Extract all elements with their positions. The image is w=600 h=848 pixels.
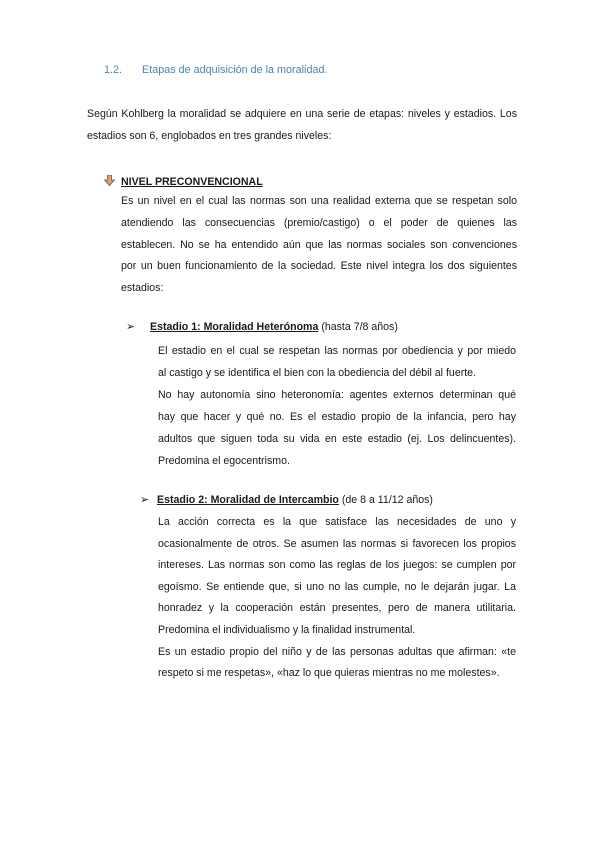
- stage1-description: [158, 340, 516, 472]
- stage2-bullet-icon: ➢: [140, 494, 150, 506]
- level-line: por un buen funcionamiento de la sociedad. Este nivel integra los dos siguientes: [121, 260, 517, 273]
- stage2-line: Es un estadio propio del niño y de las personas adultas que afirman: «te: [158, 645, 516, 658]
- stage1-line: hay que hacer y qué no. Es el estadio propio de la infancia, pero hay: [158, 411, 516, 423]
- intro-paragraph: [87, 103, 517, 147]
- stage2-line: intereses. Las normas son como las reglas de los juegos: se cumplen por: [158, 559, 516, 572]
- down-arrow-icon: [104, 175, 115, 186]
- stage1-name: Estadio 1: Moralidad Heterónoma: [150, 321, 319, 333]
- stage2-description: [158, 512, 516, 685]
- stage1-line: El estadio en el cual se respetan las normas por obediencia y por miedo: [158, 345, 516, 357]
- level-line: estadios:: [121, 282, 164, 295]
- stage2-name: Estadio 2: Moralidad de Intercambio: [157, 494, 339, 506]
- stage2-line: La acción correcta es la que satisface las necesidades de uno y: [158, 516, 516, 528]
- stage1-line: No hay autonomía sino heteronomía: agentes externos determinan qué: [158, 389, 516, 401]
- stage2-title: [140, 493, 433, 506]
- stage2-line: ocasionalmente de otros. Se asumen las normas si favorecen los propios: [158, 537, 516, 550]
- stage2-line: Predomina el individualismo y la finalidad instrumental.: [158, 623, 416, 636]
- intro-line: estadios son 6, englobados en tres grandes niveles:: [87, 130, 332, 142]
- section-number: 1.2.: [104, 64, 123, 76]
- stage2-line: honradez y la cooperación están presentes, pero de manera utilitaria.: [158, 602, 516, 615]
- level-line: atendiendo las consecuencias (premio/castigo) o el poder de quienes las: [121, 216, 517, 229]
- stage1-range: (hasta 7/8 años): [321, 321, 398, 333]
- level-line: establecen. No se ha entendido aún que las normas sociales son convenciones: [121, 238, 517, 251]
- stage1-line: adultos que siguen toda su vida en este estadio (ej. Los delincuentes).: [158, 433, 516, 445]
- section-title: Etapas de adquisición de la moralidad.: [142, 64, 328, 76]
- level-description: [121, 191, 517, 300]
- stage1-line: al castigo y se identifica el bien con la obediencia del débil al fuerte.: [158, 367, 477, 379]
- level-title: [104, 175, 263, 188]
- stage1-line: Predomina el egocentrismo.: [158, 455, 290, 467]
- stage1-bullet-icon: ➢: [126, 321, 136, 333]
- stage2-line: egoísmo. Se entiende que, si uno no las cumple, no le dejarán jugar. La: [158, 580, 516, 593]
- level-title-text: NIVEL PRECONVENCIONAL: [121, 176, 263, 188]
- intro-line: Según Kohlberg la moralidad se adquiere en una serie de etapas: niveles y estadios. Los: [87, 108, 517, 120]
- stage2-range: (de 8 a 11/12 años): [341, 494, 433, 506]
- section-heading: [104, 64, 327, 76]
- stage2-line: respeto si me respetas», «haz lo que quieras mientras no me molestes».: [158, 667, 500, 680]
- level-line: Es un nivel en el cual las normas son una realidad externa que se respetan solo: [121, 195, 517, 207]
- stage1-title: [126, 320, 398, 333]
